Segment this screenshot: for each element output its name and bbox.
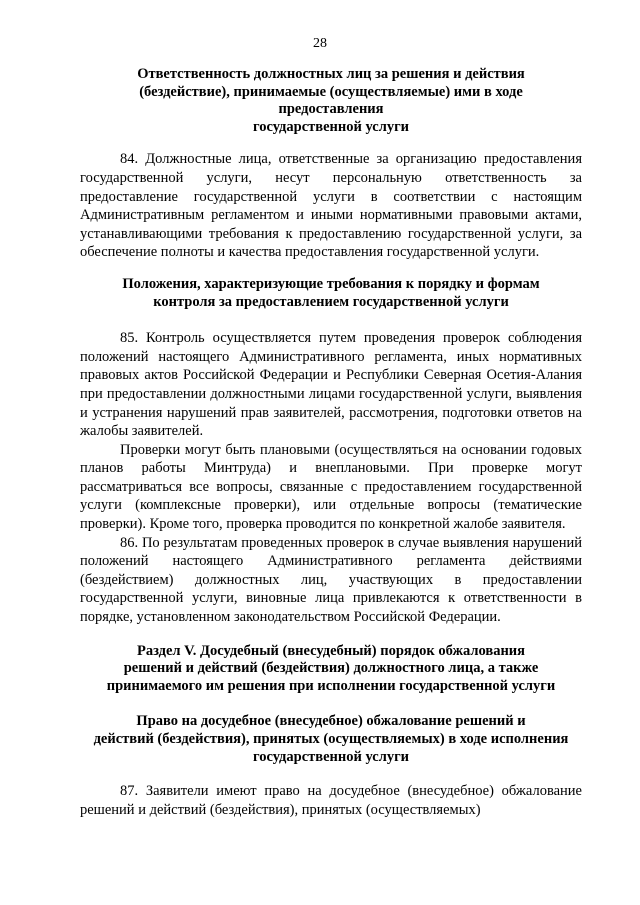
page-number: 28: [313, 36, 327, 51]
heading-line: Раздел V. Досудебный (внесудебный) порядок обжалования: [136, 642, 526, 659]
heading-line: (бездействие), принимаемые (осуществляемые) ими в ходе: [139, 83, 523, 100]
paragraph-checks: Проверки могут быть плановыми (осуществляться на основании годовых планов работы Минтруда) и внеплановыми. При проверке могут рассматриваться все вопросы, связанные с предоставлением государственной услуги (комплексные проверки), или отдельные вопросы (тематические проверки). Кроме того, проверка проводится по конкретной жалобе заявителя.: [80, 441, 582, 533]
heading-line: государственной услуги: [252, 748, 410, 765]
heading-line: контроля за предоставлением государственной услуги: [153, 293, 509, 310]
paragraph-86: 86. По результатам проведенных проверок в случае выявления нарушений положений настоящего Административного регламента действиями (бездействием) должностных лиц, участвующих в предоставлении государственной услуги, виновные лица привлекаются к ответственности в порядке, установленном законодательством Российской Федерации.: [80, 534, 582, 626]
section-heading-part-v: [80, 643, 582, 696]
heading-line: предоставления: [278, 101, 384, 118]
section-heading-control: [80, 276, 582, 311]
section-heading-appeal-right: [80, 713, 582, 766]
heading-line: Ответственность должностных лиц за решения и действия: [137, 66, 525, 82]
paragraph-85: 85. Контроль осуществляется путем проведения проверок соблюдения положений настоящего Административного регламента, иных нормативных правовых актов Российской Федерации и Республики Северная Осетия-Алания при предоставлении должностными лицами государственной услуги, выявления и устранения нарушений прав заявителей, рассмотрения, подготовки ответов на жалобы заявителей.: [80, 330, 582, 440]
heading-line: действий (бездействия), принятых (осуществляемых) в ходе исполнения: [93, 731, 569, 747]
paragraph-84: 84. Должностные лица, ответственные за организацию предоставления государственной услуги, несут персональную ответственность за предоставление государственной услуги в соответствии с настоящим Административным регламентом и иными нормативными правовыми актами, устанавливающими требования к предоставлению государственной услуги, за обеспечение полноты и качества предоставления государственной услуги.: [80, 151, 582, 261]
heading-line: принимаемого им решения при исполнении государственной услуги: [106, 677, 556, 694]
heading-line: государственной услуги: [252, 118, 410, 135]
paragraph-87: 87. Заявители имеют право на досудебное (внесудебное) обжалование решений и действий (бездействия), принятых (осуществляемых): [80, 783, 582, 818]
heading-line: Право на досудебное (внесудебное) обжалование решений и: [136, 713, 526, 730]
heading-line: решений и действий (бездействия) должностного лица, а также: [123, 660, 539, 677]
document-body: [80, 66, 582, 819]
heading-line: Положения, характеризующие требования к порядку и формам: [122, 275, 540, 292]
section-heading-responsibility: [80, 66, 582, 136]
